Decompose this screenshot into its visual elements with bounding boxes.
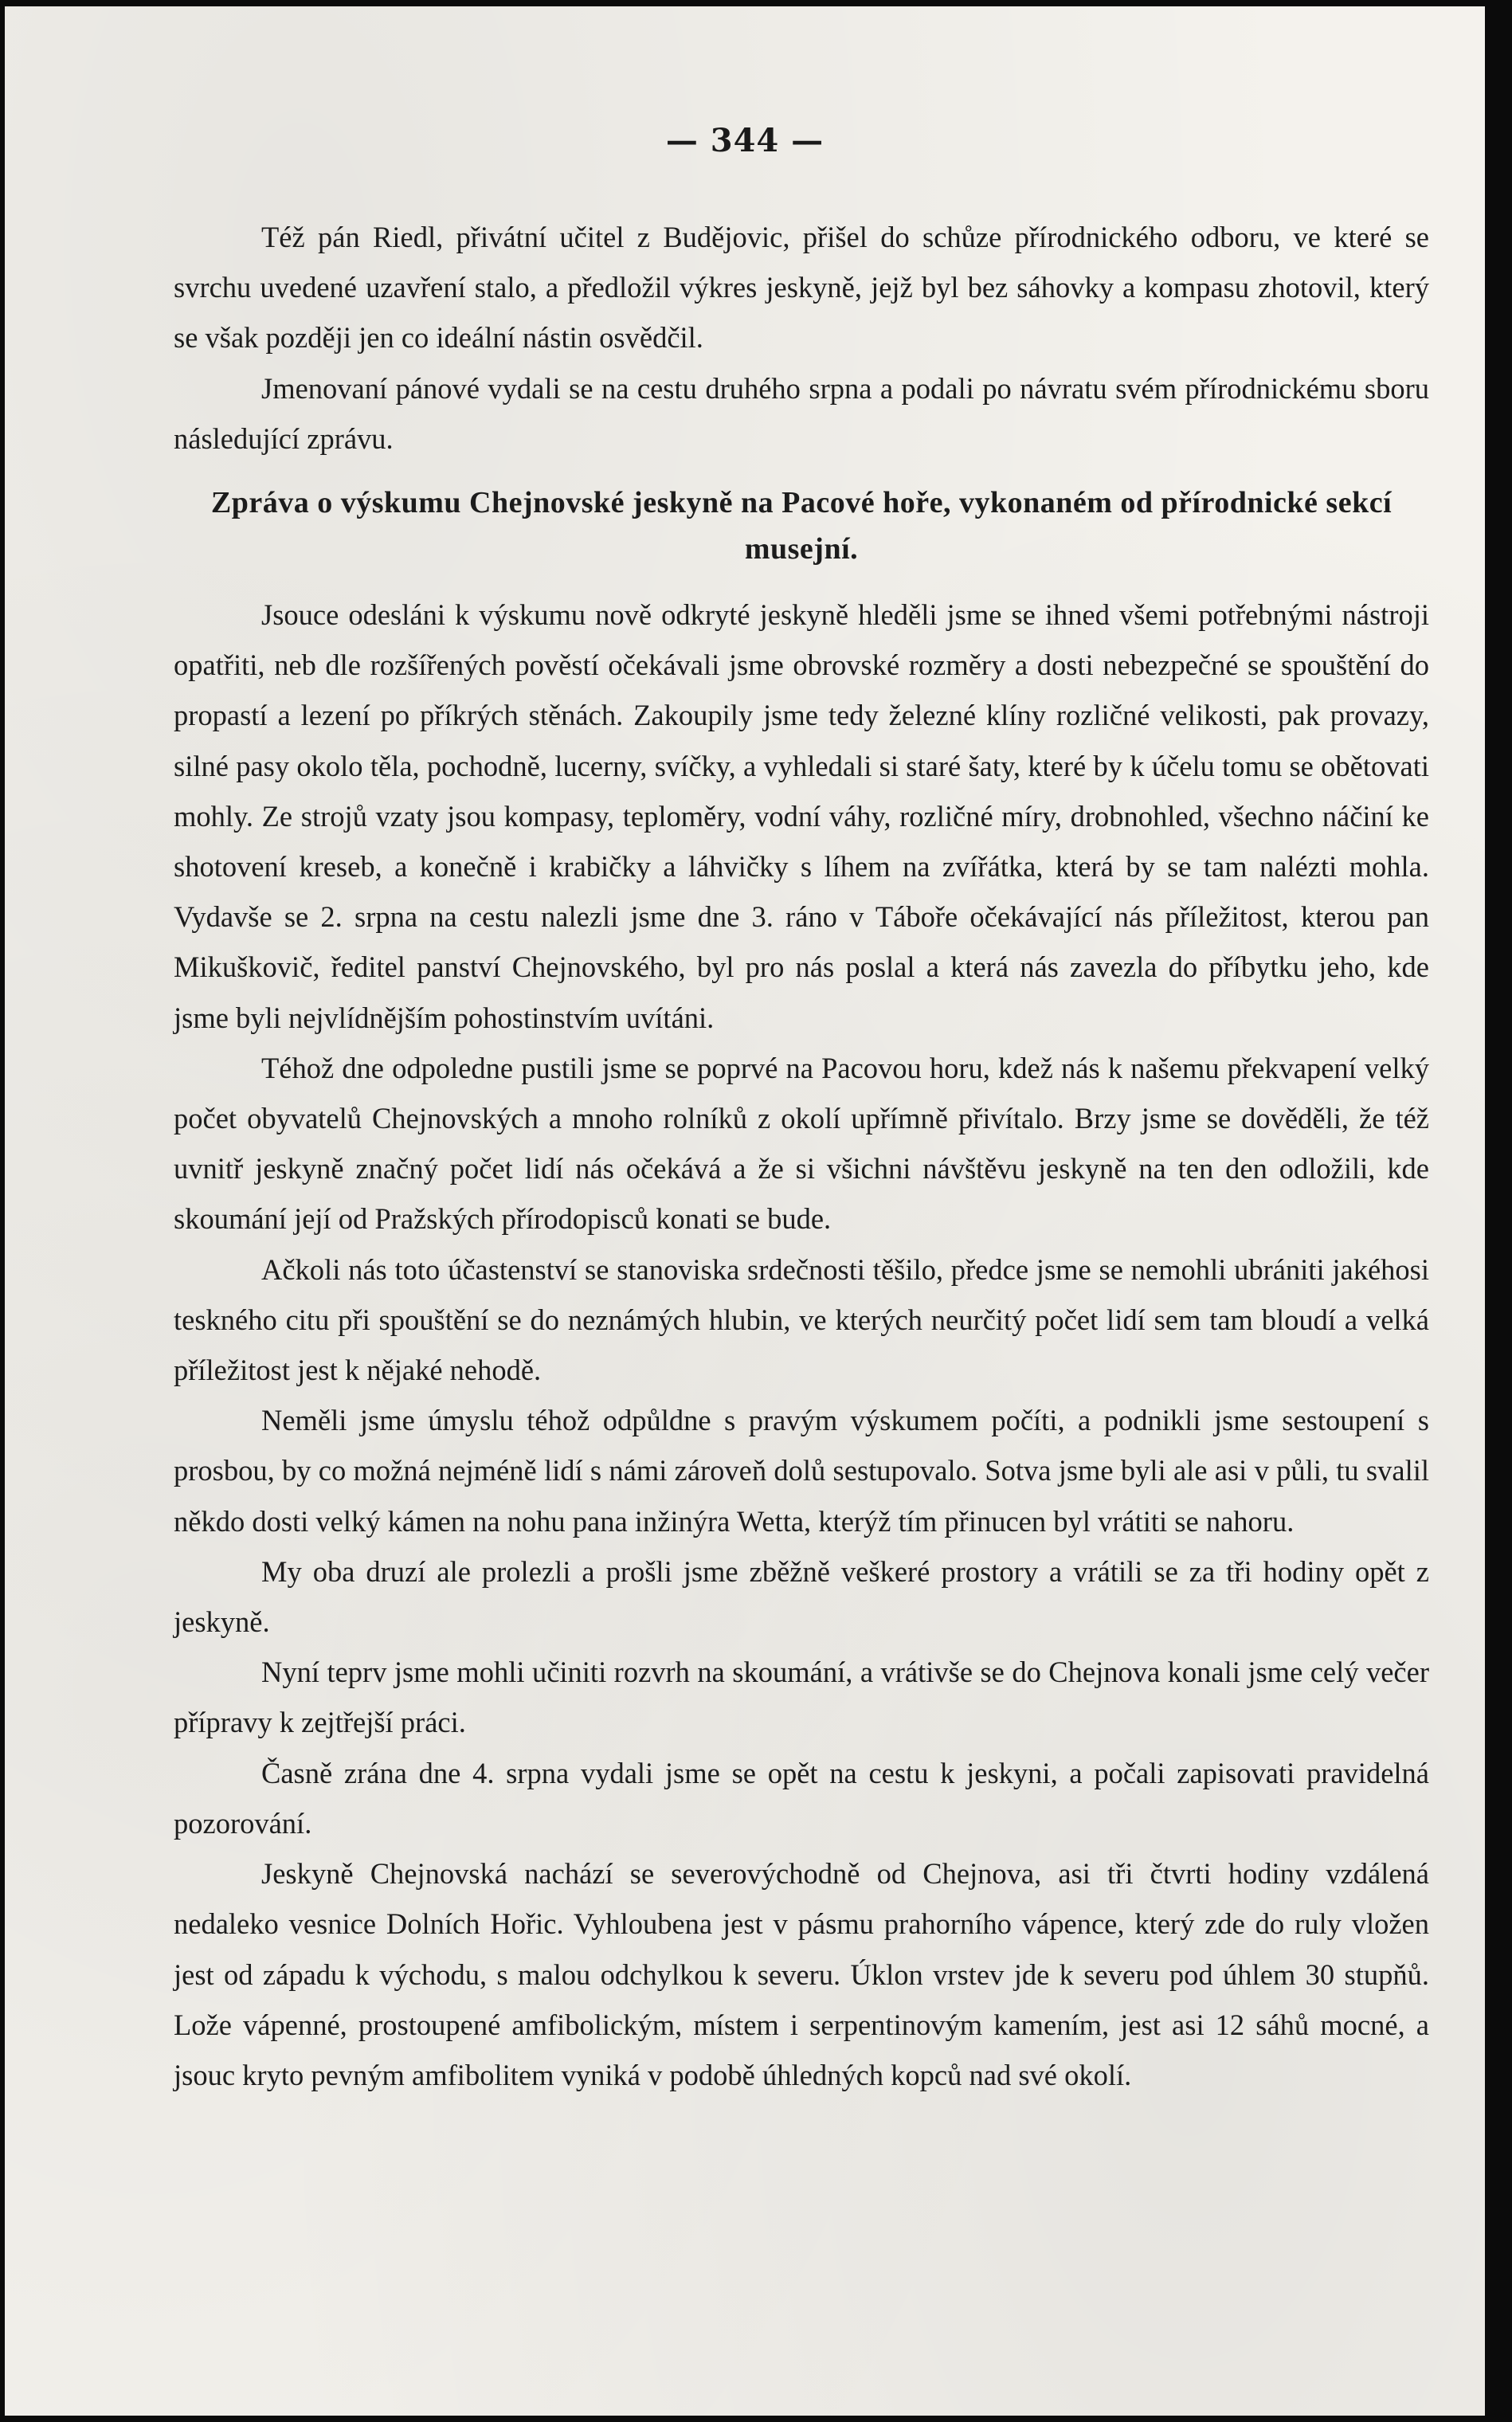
- document-page: [5, 6, 1485, 2416]
- paragraph: Neměli jsme úmyslu téhož odpůldne s pravým výskumem počíti, a podnikli jsme sestoupení s prosbou, by co možná nejméně lidí s námi zároveň dolů sestupovalo. Sotva jsme byli ale asi v půli, tu svalil někdo dosti velký kámen na nohu pana inžinýra Wetta, kterýž tím přinucen byl vrátiti se nahoru.: [174, 1404, 1429, 1538]
- scan-border: [1485, 0, 1512, 2422]
- paragraph: Jsouce odesláni k výskumu nově odkryté jeskyně hleděli jsme se ihned všemi potřebnými nástroji opatřiti, neb dle rozšířených pověstí očekávali jsme obrovské rozměry a dosti nebezpečné se spouštění do propastí a lezení po příkrých stěnách. Zakoupily jsme tedy železné klíny rozličné velikosti, pak provazy, silné pasy okolo těla, pochodně, lucerny, svíčky, a vyhledali si staré šaty, které by k účelu tomu se obětovati mohly. Ze strojů vzaty jsou kompasy, teploměry, vodní váhy, rozličné míry, drobnohled, všechno náčiní ke shotovení kreseb, a konečně i krabičky a láhvičky s líhem na zvířátka, která by se tam nalézti mohla. Vydavše se 2. srpna na cestu nalezli jsme dne 3. ráno v Táboře očekávající nás příležitost, kterou pan Mikuškovič, ředitel panství Chejnovského, byl pro nás poslal a která nás zavezla do příbytku jeho, kde jsme byli nejvlídnějším pohostinstvím uvítáni.: [174, 598, 1429, 1034]
- paragraph: My oba druzí ale prolezli a prošli jsme zběžně veškeré prostory a vrátili se za tři hodiny opět z jeskyně.: [174, 1554, 1429, 1639]
- paragraph: Jeskyně Chejnovská nachází se severovýchodně od Chejnova, asi tři čtvrti hodiny vzdálená nedaleko vesnice Dolních Hořic. Vyhloubena jest v pásmu prahorního vápence, který zde do ruly vložen jest od západu k východu, s malou odchylkou k severu. Úklon vrstev jde k severu pod úhlem 30 stupňů. Lože vápenné, prostoupené amfibolickým, místem i serpentinovým kamením, jest asi 12 sáhů mocné, a jsouc kryto pevným amfibolitem vyniká v podobě úhledných kopců nad své okolí.: [174, 1857, 1429, 2091]
- body-text: [174, 212, 1429, 2100]
- paragraph: Nyní teprv jsme mohli učiniti rozvrh na skoumání, a vrátivše se do Chejnova konali jsme celý večer přípravy k zejtřejší práci.: [174, 1656, 1429, 1739]
- paragraph: Ačkoli nás toto účastenství se stanoviska srdečnosti těšilo, předce jsme se nemohli ubrániti jakéhosi teskného citu při spouštění se do neznámých hlubin, ve kterých neurčitý počet lidí sem tam bloudí a velká příležitost jest k nějaké nehodě.: [174, 1252, 1429, 1387]
- page-number: — 344 —: [665, 122, 825, 159]
- paragraph: Též pán Riedl, přivátní učitel z Budějovic, přišel do schůze přírodnického odboru, ve které se svrchu uvedené uzavření stalo, a předložil výkres jeskyně, jejž byl bez sáhovky a kompasu zhotovil, který se však později jen co ideální nástin osvědčil.: [174, 221, 1429, 355]
- paragraph: Téhož dne odpoledne pustili jsme se poprvé na Pacovou horu, kdež nás k našemu překvapení velký počet obyvatelů Chejnovských a mnoho rolníků z okolí upřímně přivítalo. Brzy jsme se dověděli, že též uvnitř jeskyně značný počet lidí nás očekává a že si všichni návštěvu jeskyně na ten den odložili, kde skoumání její od Pražských přírodopisců konati se bude.: [174, 1051, 1429, 1236]
- section-heading: Zpráva o výskumu Chejnovské jeskyně na Pacové hoře, vykonaném od přírodnické sekcí musejní.: [210, 486, 1393, 566]
- paragraph: Jmenovaní pánové vydali se na cestu druhého srpna a podali po návratu svém přírodnickému sboru následující zprávu.: [174, 371, 1429, 455]
- paragraph: Časně zrána dne 4. srpna vydali jsme se opět na cestu k jeskyni, a počali zapisovati pravidelná pozorování.: [174, 1756, 1429, 1840]
